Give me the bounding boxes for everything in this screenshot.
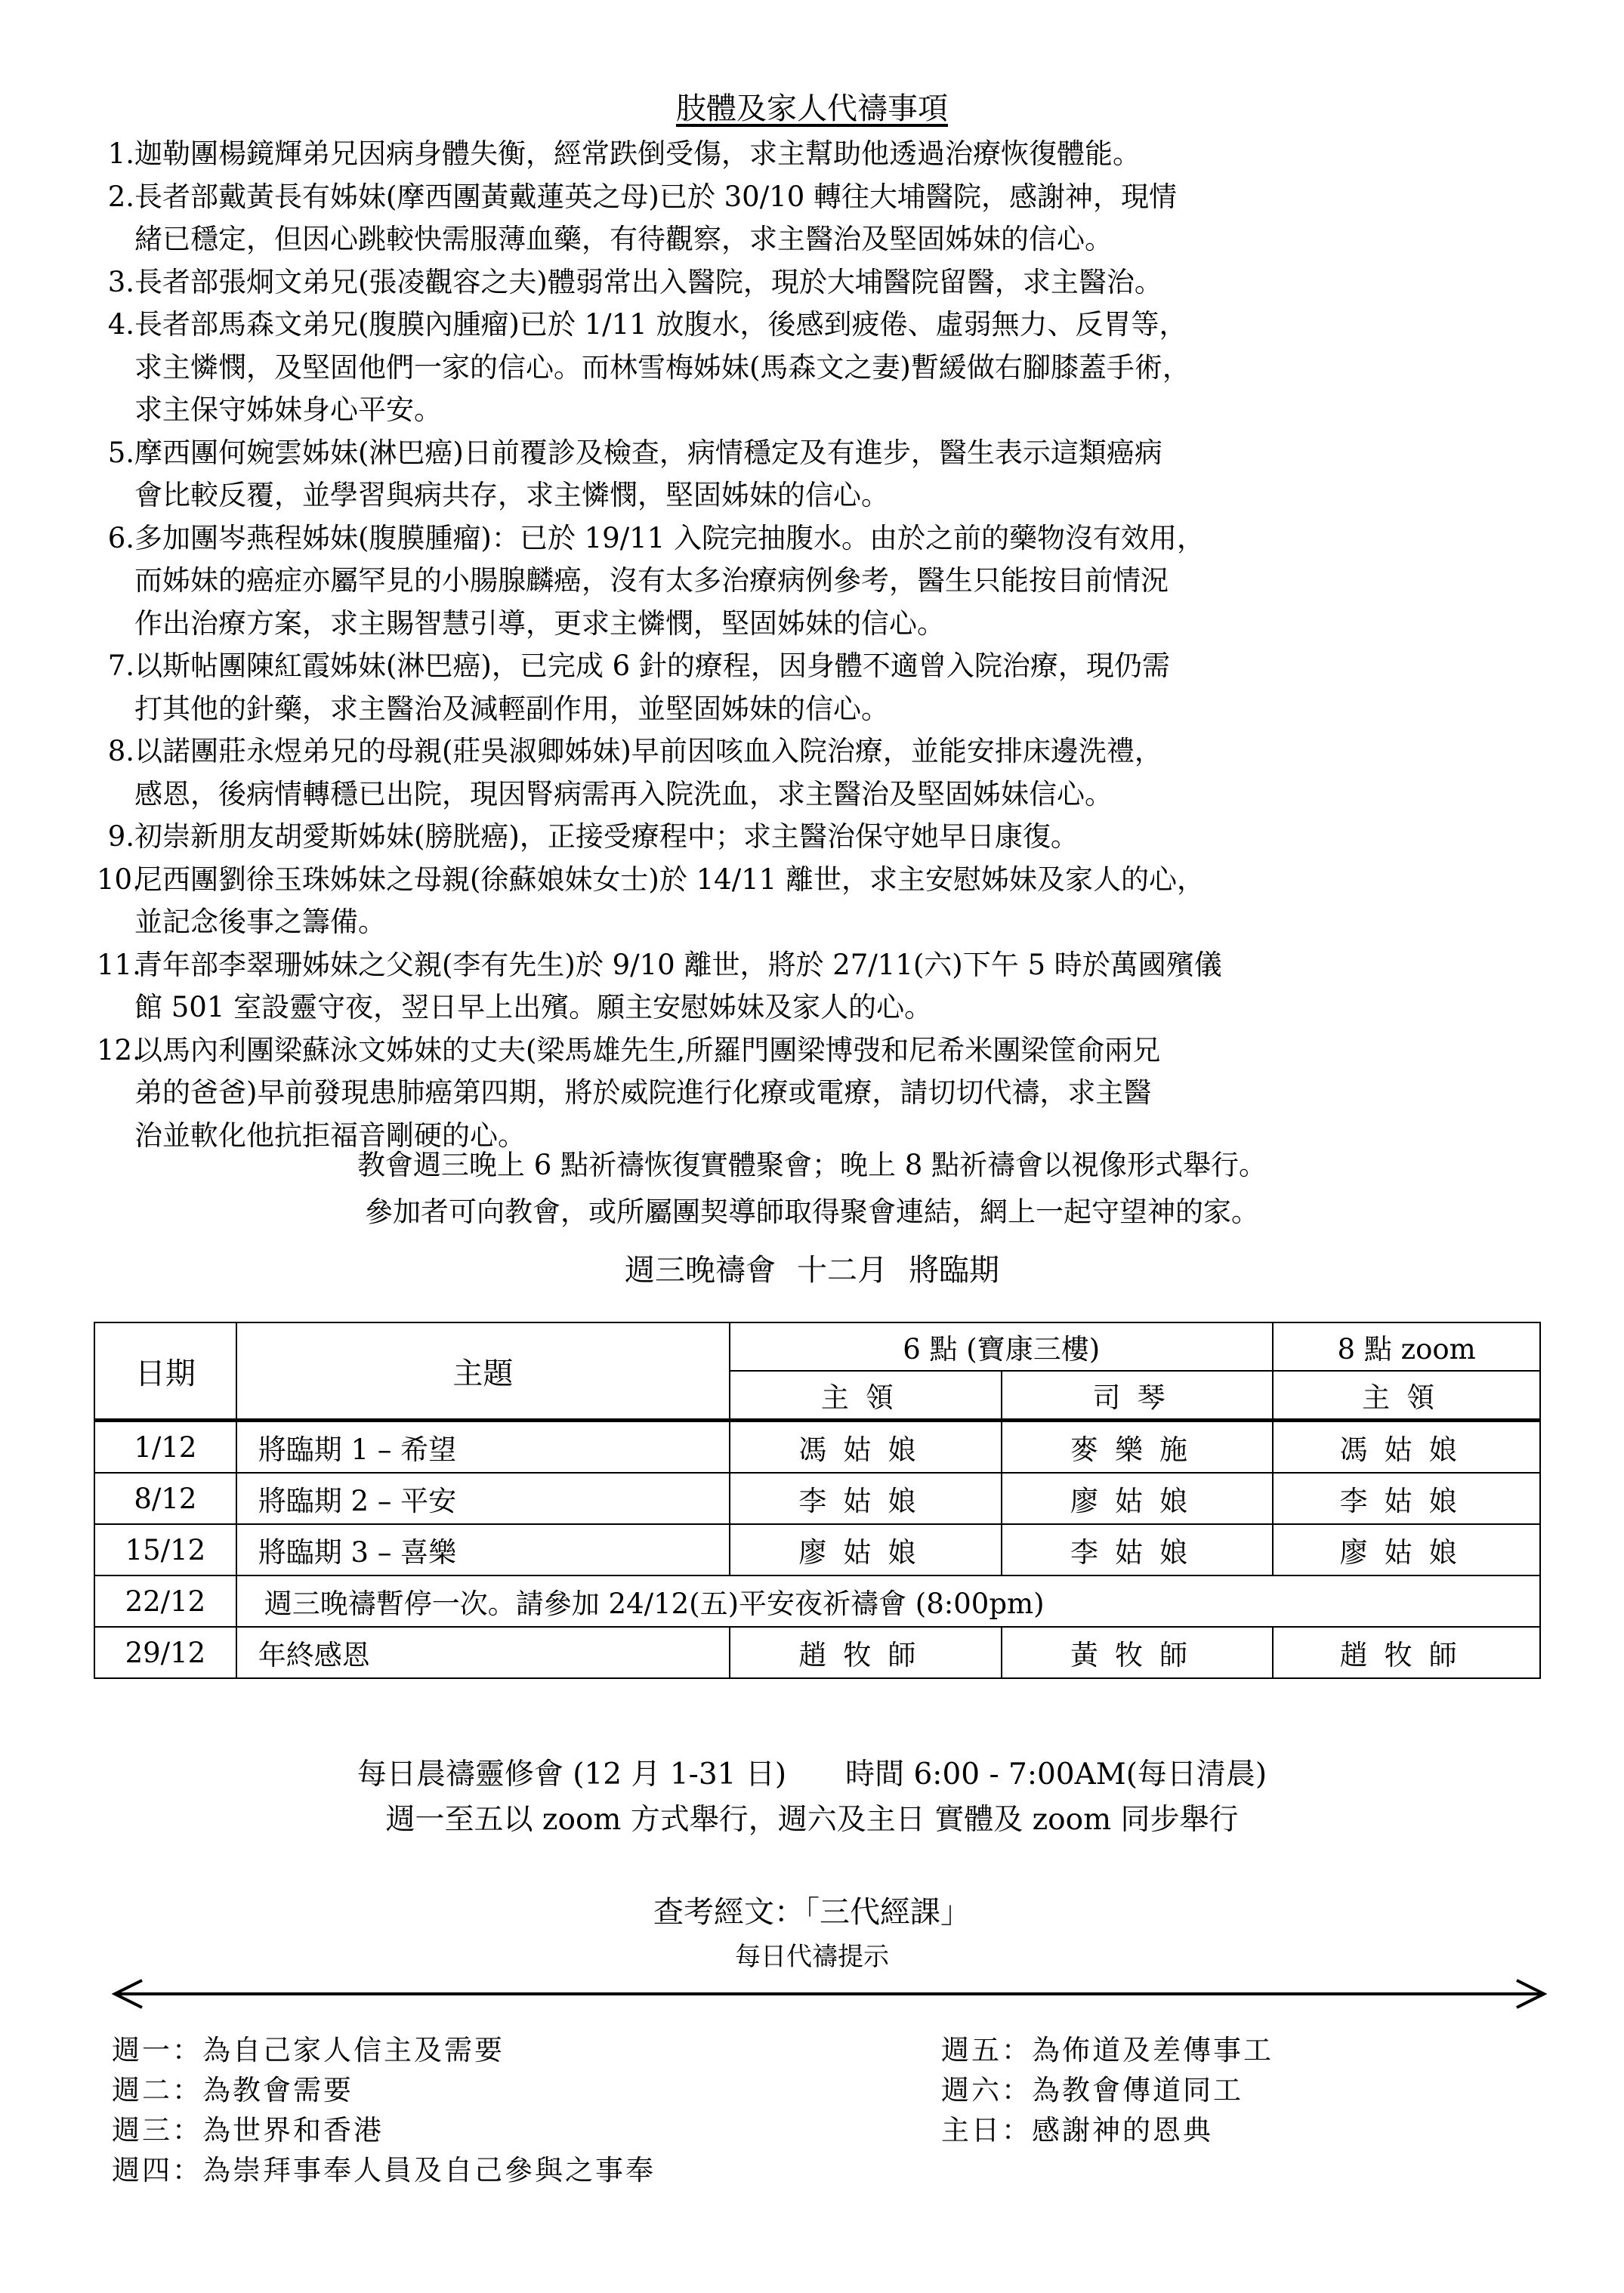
- prayer-item-number: 12.: [97, 1033, 141, 1066]
- topic-cell: 將臨期 1 – 希望: [236, 1421, 730, 1474]
- prayer-item: [97, 816, 1532, 859]
- piano-6pm-cell: 廖姑娘: [1002, 1473, 1274, 1524]
- lead-6pm-cell: 李姑娘: [730, 1473, 1002, 1524]
- date-cell: 15/12: [94, 1524, 236, 1575]
- topic-cell: 年終感恩: [236, 1627, 730, 1678]
- piano-6pm-cell: 麥樂施: [1002, 1421, 1274, 1474]
- header-lead-6pm: 主領: [730, 1371, 1002, 1421]
- morning-prayer-line: 週一至五以 zoom 方式舉行，週六及主日 實體及 zoom 同步舉行: [385, 1803, 1239, 1837]
- prayer-item-number: 4.: [107, 308, 134, 341]
- table-row: [94, 1524, 1540, 1575]
- prayer-item-text: 求主保守姊妹身心平安。: [134, 393, 442, 426]
- prayer-item-text: 緒已穩定，但因心跳較快需服薄血藥，有待觀察，求主醫治及堅固姊妹的信心。: [134, 223, 1113, 255]
- daily-prompts-right: [941, 2030, 1274, 2150]
- prayer-item-text: 青年部李翠珊姊妹之父親(李有先生)於 9/10 離世，將於 27/11(六)下午 5 時於萬國殯儀: [134, 948, 1222, 981]
- scripture-reference: 查考經文：「三代經課」: [653, 1895, 971, 1930]
- prayer-item-text: 打其他的針藥，求主醫治及減輕副作用，並堅固姊妹的信心。: [134, 692, 889, 725]
- prayer-item-number: 2.: [107, 180, 134, 213]
- prayer-item-text: 以斯帖團陳紅霞姊妹(淋巴癌)，已完成 6 針的療程，因身體不適曾入院治療，現仍需: [134, 650, 1170, 682]
- prayer-item-text: 治並軟化他抗拒福音剛硬的心。: [134, 1119, 526, 1152]
- prayer-item-text: 並記念後事之籌備。: [134, 906, 386, 938]
- table-row: [94, 1421, 1540, 1474]
- prayer-item: [97, 859, 1532, 944]
- header-6pm-group: 6 點 (寶康三樓): [730, 1322, 1273, 1371]
- morning-prayer-info: [0, 1752, 1624, 1843]
- double-arrow-divider: [112, 1979, 1547, 2009]
- daily-prompt-item: 週三：為世界和香港: [112, 2114, 384, 2146]
- meeting-notice: [0, 1142, 1624, 1236]
- prayer-list: [97, 133, 1532, 1157]
- prayer-item-text: 館 501 室設靈守夜，翌日早上出殯。願主安慰姊妹及家人的心。: [134, 991, 933, 1023]
- topic-cell: 將臨期 2 – 平安: [236, 1473, 730, 1524]
- prayer-item-number: 3.: [107, 265, 134, 298]
- prayer-item-text: 而姊妹的癌症亦屬罕見的小腸腺麟癌，沒有太多治療病例參考，醫生只能按目前情況: [134, 564, 1169, 597]
- prayer-item-text: 長者部馬森文弟兄(腹膜內腫瘤)已於 1/11 放腹水，後感到疲倦、虛弱無力、反胃等，: [134, 308, 1187, 341]
- prayer-item-number: 8.: [107, 735, 134, 767]
- lead-6pm-cell: 廖姑娘: [730, 1524, 1002, 1575]
- prayer-item-text: 求主憐憫，及堅固他們一家的信心。而林雪梅姊妹(馬森文之妻)暫緩做右腳膝蓋手術，: [134, 350, 1190, 384]
- table-row: [94, 1473, 1540, 1524]
- daily-prompt-item: 週六：為教會傳道同工: [941, 2074, 1243, 2106]
- prayer-item-text: 尼西團劉徐玉珠姊妹之母親(徐蘇娘妹女士)於 14/11 離世，求主安慰姊妹及家人的心，: [134, 863, 1206, 896]
- prayer-item: [97, 176, 1532, 261]
- prayer-item-number: 1.: [107, 137, 134, 170]
- prayer-item-number: 9.: [107, 820, 134, 853]
- prayer-item-text: 會比較反覆，並學習與病共存，求主憐憫，堅固姊妹的信心。: [134, 479, 889, 511]
- prayer-item-number: 5.: [107, 436, 134, 469]
- prayer-item: [97, 645, 1532, 730]
- lead-8pm-cell: 趙牧師: [1273, 1627, 1540, 1678]
- prayer-item-text: 弟的爸爸)早前發現患肺癌第四期，將於威院進行化療或電療，請切切代禱，求主醫: [134, 1076, 1152, 1109]
- prayer-item: [97, 517, 1532, 646]
- prayer-item-text: 初崇新朋友胡愛斯姊妹(膀胱癌)，正接受療程中；求主醫治保守她早日康復。: [134, 820, 1079, 853]
- header-topic: 主題: [236, 1322, 730, 1421]
- prayer-item: [97, 133, 1532, 176]
- daily-prompt-item: 週四：為崇拜事奉人員及自己參與之事奉: [112, 2154, 656, 2187]
- morning-prayer-line: 每日晨禱靈修會 (12 月 1-31 日) 時間 6:00 - 7:00AM(每日清晨): [357, 1758, 1267, 1792]
- lead-6pm-cell: 趙牧師: [730, 1627, 1002, 1678]
- date-cell: 8/12: [94, 1473, 236, 1524]
- lead-6pm-cell: 馮姑娘: [730, 1421, 1002, 1474]
- prayer-item-text: 多加團岑燕程姊妹(腹膜腫瘤)：已於 19/11 入院完抽腹水。由於之前的藥物沒有效用，: [134, 521, 1206, 554]
- prayer-item: [97, 730, 1532, 816]
- daily-prompt-item: 週二：為教會需要: [112, 2074, 354, 2106]
- prayer-item: [97, 261, 1532, 304]
- table-row: [94, 1627, 1540, 1678]
- date-cell: 29/12: [94, 1627, 236, 1678]
- date-cell: 1/12: [94, 1421, 236, 1474]
- date-cell: 22/12: [94, 1575, 236, 1627]
- lead-8pm-cell: 李姑娘: [1273, 1473, 1540, 1524]
- prayer-item-text: 以諾團莊永煜弟兄的母親(莊吳淑卿姊妹)早前因咳血入院治療，並能安排床邊洗禮，: [134, 735, 1162, 767]
- prayer-item-text: 長者部戴黃長有姊妹(摩西團黃戴蓮英之母)已於 30/10 轉往大埔醫院，感謝神，現情: [134, 180, 1178, 213]
- daily-prompt-item: 週一：為自己家人信主及需要: [112, 2034, 505, 2066]
- schedule-table: [94, 1322, 1541, 1679]
- suspension-note-cell: 週三晚禱暫停一次。請參加 24/12(五)平安夜祈禱會 (8:00pm): [236, 1575, 1540, 1627]
- prayer-item-text: 長者部張炯文弟兄(張凌觀容之夫)體弱常出入醫院，現於大埔醫院留醫，求主醫治。: [134, 265, 1162, 298]
- notice-line: 參加者可向教會，或所屬團契導師取得聚會連結，網上一起守望神的家。: [365, 1196, 1259, 1228]
- lead-8pm-cell: 廖姑娘: [1273, 1524, 1540, 1575]
- prayer-item-number: 11.: [97, 948, 141, 981]
- prayer-item: [97, 1029, 1532, 1158]
- prayer-item-text: 迦勒團楊鏡輝弟兄因病身體失衡，經常跌倒受傷，求主幫助他透過治療恢復體能。: [134, 137, 1141, 170]
- prayer-item-text: 以馬內利團梁蘇泳文姊妹的丈夫(梁馬雄先生,所羅門團梁博弢和尼希米團梁筐俞兩兄: [134, 1033, 1161, 1066]
- daily-prompt-title: 每日代禱提示: [735, 1942, 889, 1972]
- piano-6pm-cell: 黃牧師: [1002, 1627, 1274, 1678]
- header-lead-8pm: 主領: [1273, 1371, 1540, 1421]
- lead-8pm-cell: 馮姑娘: [1273, 1421, 1540, 1474]
- header-piano-6pm: 司琴: [1002, 1371, 1274, 1421]
- prayer-item-text: 感恩，後病情轉穩已出院，現因腎病需再入院洗血，求主醫治及堅固姊妹信心。: [134, 777, 1113, 810]
- prayer-item: [97, 432, 1532, 517]
- prayer-item-number: 7.: [107, 650, 134, 682]
- notice-line: 教會週三晚上 6 點祈禱恢復實體聚會；晚上 8 點祈禱會以視像形式舉行。: [357, 1149, 1267, 1181]
- prayer-item: [97, 304, 1532, 432]
- daily-prompt-item: 週五：為佈道及差傳事工: [941, 2034, 1274, 2066]
- table-row-suspended: [94, 1575, 1540, 1627]
- daily-prompts-left: [112, 2030, 656, 2190]
- table-header-row: [94, 1322, 1540, 1371]
- prayer-item-text: 摩西團何婉雲姊妹(淋巴癌)日前覆診及檢查，病情穩定及有進步，醫生表示這類癌病: [134, 436, 1162, 469]
- prayer-item-number: 10.: [97, 863, 141, 896]
- prayer-item-text: 作出治療方案，求主賜智慧引導，更求主憐憫，堅固姊妹的信心。: [134, 606, 945, 640]
- prayer-item-number: 6.: [107, 521, 134, 554]
- page-title: 肢體及家人代禱事項: [676, 91, 948, 126]
- header-8pm-group: 8 點 zoom: [1273, 1322, 1540, 1371]
- piano-6pm-cell: 李姑娘: [1002, 1524, 1274, 1575]
- daily-prompt-item: 主日：感謝神的恩典: [941, 2114, 1213, 2146]
- schedule-title: 週三晚禱會 十二月 將臨期: [625, 1253, 999, 1288]
- topic-cell: 將臨期 3 – 喜樂: [236, 1524, 730, 1575]
- prayer-item: [97, 944, 1532, 1029]
- header-date: 日期: [94, 1322, 236, 1421]
